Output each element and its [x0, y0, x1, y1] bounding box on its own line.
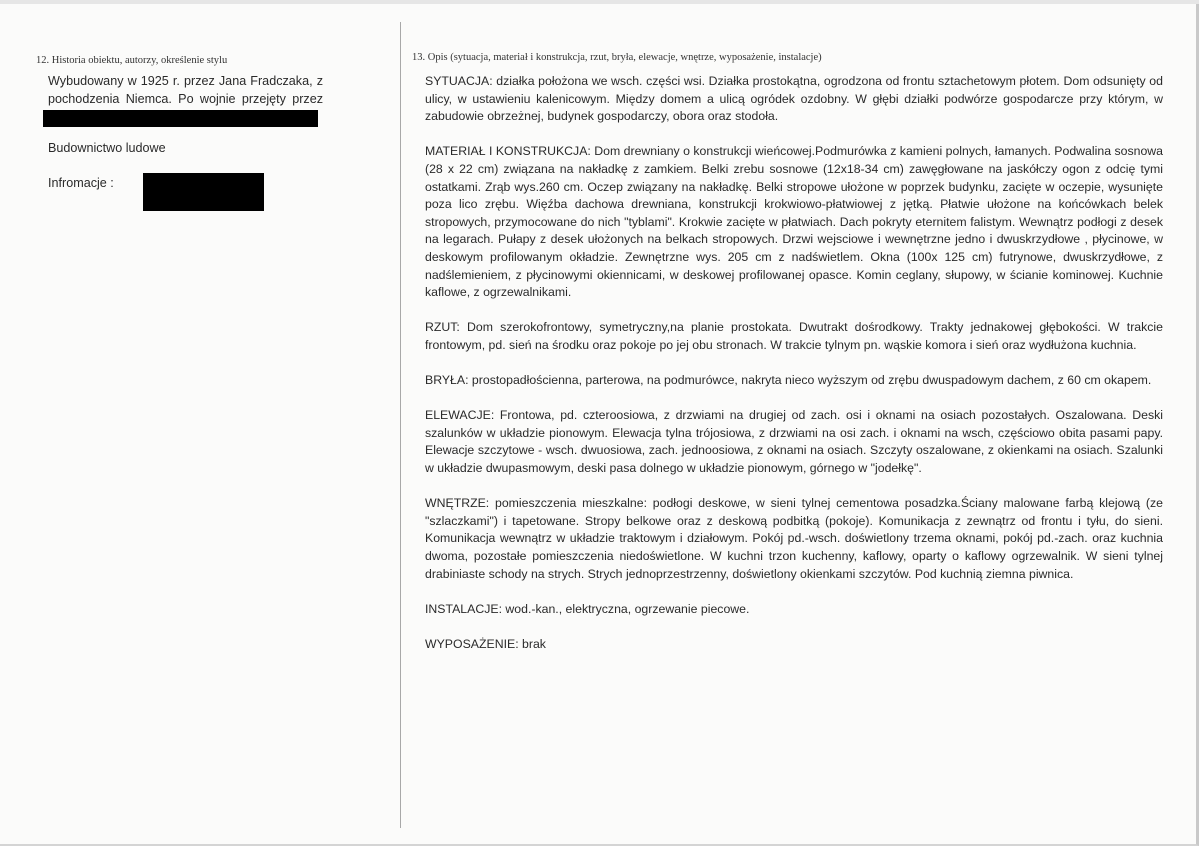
- paragraph-mass: BRYŁA: prostopadłościenna, parterowa, na podmurówce, nakryta nieco wyższym od zrębu dwuspadowym dachem, z 60 cm okapem.: [425, 373, 1152, 388]
- paragraph-situation: SYTUACJA: działka położona we wsch. części wsi. Działka prostokątna, ogrodzona od frontu sztachetowym płotem. Dom odsunięty od ulicy, w ustawieniu kalenicowym. Między domem a ulicą ogródek ozdobny. W głębi działki podwórze gospodarcze przy którym, w zabudowie obrzeżnej, budynek gospodarczy, obora oraz stodoła.: [425, 74, 1163, 124]
- paragraph-interior: WNĘTRZE: pomieszczenia mieszkalne: podłogi deskowe, w sieni tylnej cementowa posadzka.Ściany malowane farbą klejową (ze "szlaczkami") i tapetowane. Stropy belkowe oraz z deskową podbitką (pokoje). Komunikacja z zewnątrz od frontu i tyłu, do sieni. Komunikacja wewnątrz w układzie traktowym i działowym. Pokój pd.-wsch. doświetlony trzema oknami, pokój pd.-zach. oraz kuchnia dwoma, pozostałe pomieszczenia niedoświetlone. W kuchni trzon kuchenny, kaflowy, oparty o kaflowy ogrzewalnik. W sieni tylnej drabiniaste schody na strych. Strych jednoprzestrzenny, doświetlony okienkami szczytów. Pod kuchnią ziemna piwnica.: [425, 496, 1163, 581]
- style-text: Budownictwo ludowe: [48, 141, 166, 155]
- scan-edge: [0, 0, 1199, 4]
- paragraph-equipment: WYPOSAŻENIE: brak: [425, 637, 546, 651]
- history-text: Wybudowany w 1925 r. przez Jana Fradczaka, z pochodzenia Niemca. Po wojnie przejęty przez: [48, 74, 323, 106]
- section-12-heading: 12. Historia obiektu, autorzy, określenie stylu: [36, 55, 228, 66]
- redaction-bar: [143, 173, 264, 211]
- info-label: Infromacje :: [48, 176, 114, 190]
- paragraph-installations: INSTALACJE: wod.-kan., elektryczna, ogrzewanie piecowe.: [425, 601, 750, 616]
- redaction-bar: [43, 110, 318, 127]
- paragraph-plan: RZUT: Dom szerokofrontowy, symetryczny,na planie prostokata. Dwutrakt dośrodkowy. Trakty jednakowej głębokości. W trakcie frontowym, pd. sień na środku oraz pokoje po jej obu stronach. W trakcie tylnym pn. wąskie komora i sień oraz wydłużona kuchnia.: [425, 320, 1163, 352]
- paragraph-material: MATERIAŁ I KONSTRUKCJA: Dom drewniany o konstrukcji wieńcowej.Podmurówka z kamieni polnych, łamanych. Podwalina sosnowa (28 x 22 cm) związana na nakładkę z zamkiem. Belki zrebu sosnowe (12x18-34 cm) zawęgłowane na jaskółczy ogon z odcię tymi ostatkami. Zrąb wys.260 cm. Oczep związany na nakładkę. Belki stropowe ułożone w poprzek budynku, zacięte w oczepie, wysunięte poza lico zrębu. Więźba dachowa drewniana, konstrukcji krokwiowo-płatwiowej z jętką. Płatwie ułożone na końcówkach belek stropowych, przymocowane do nich "tyblami". Krokwie zacięte w płatwiach. Dach pokryty eternitem falistym. Wewnątrz podłogi z desek na legarach. Pułapy z desek ułożonych na belkach stropowych. Drzwi wejsciowe i wewnętrzne jedno i dwuskrzydłowe , płycinowe, w deskowym profilowanym okładzie. Zewnętrzne wys. 205 cm z nadświetlem. Okna (100x 125 cm) futrynowe, dwuskrzydłowe, z nadślemieniem, z płycinowymi okiennicami, w deskowej profilowanej opasce. Komin ceglany, słupowy, w ścianie kominowej. Kuchnie kaflowe, z ogrzewalnikami.: [425, 144, 1163, 300]
- section-13-heading: 13. Opis (sytuacja, materiał i konstrukcja, rzut, bryła, elewacje, wnętrze, wyposażenie, instalacje): [412, 52, 822, 63]
- description-body: [425, 73, 1163, 671]
- paragraph-elevations: ELEWACJE: Frontowa, pd. czteroosiowa, z drzwiami na drugiej od zach. osi i oknami na osiach pozostałych. Oszalowana. Deski szalunków w układzie pionowym. Elewacja tylna trójosiowa, z drzwiami na osi zach. i oknami na wsch, częściowo obita pasami papy. Elewacje szczytowe - wsch. dwuosiowa, zach. jednoosiowa, z oknami na osiach. Szczyty oszalowane, z okienkami na osiach. Szalunki w układzie dwupasmowym, deski pasa dolnego w układzie pionowym, górnego w "jodełkę".: [425, 408, 1163, 476]
- column-divider: [400, 22, 401, 828]
